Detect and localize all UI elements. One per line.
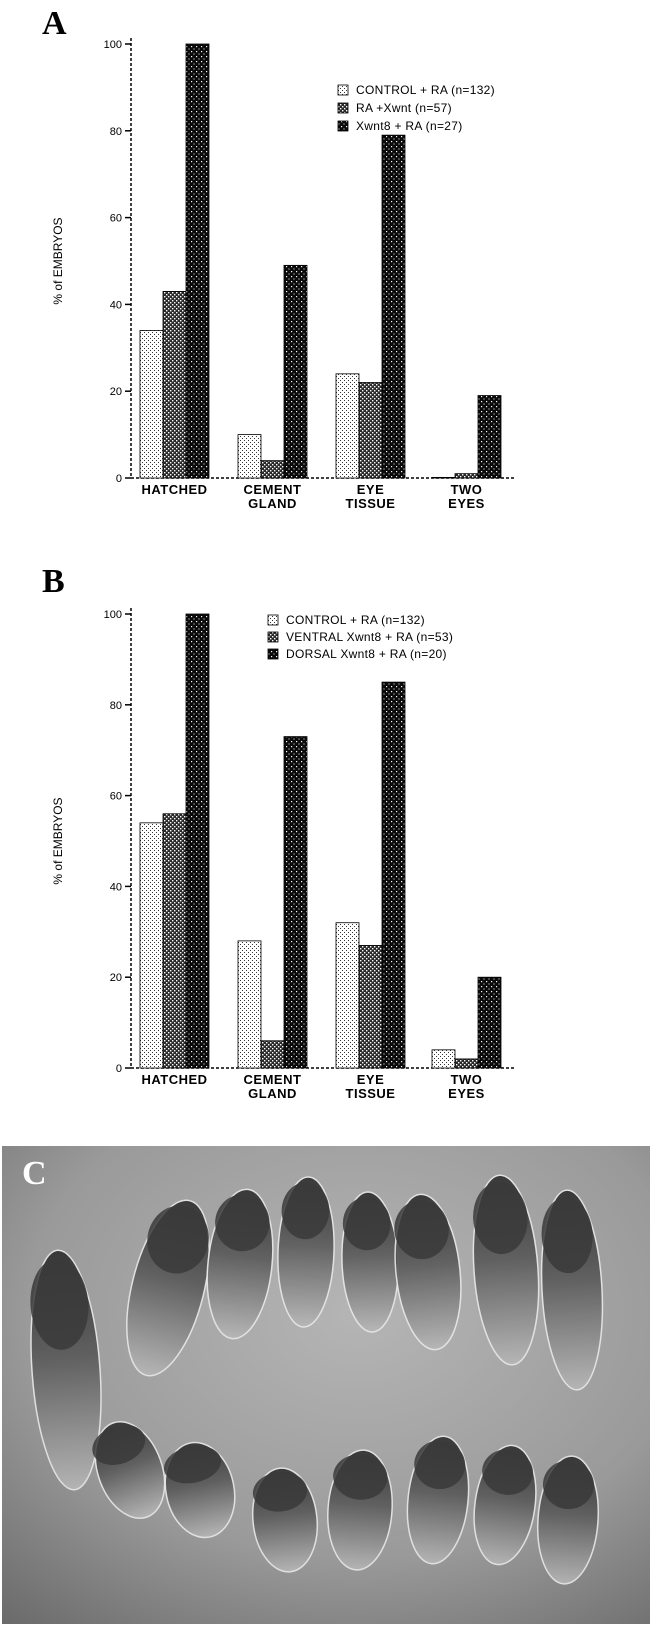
y-tick-label: 100 — [103, 39, 122, 51]
bar — [336, 374, 359, 478]
y-tick-label: 20 — [109, 386, 122, 399]
y-tick-label: 60 — [109, 790, 122, 803]
bar — [261, 461, 284, 478]
x-tick-label: CEMENT — [243, 482, 302, 497]
bar — [455, 474, 478, 478]
legend-entry: CONTROL + RA (n=132) — [356, 83, 495, 97]
bar — [284, 737, 307, 1068]
x-tick-label: HATCHED — [141, 482, 208, 497]
bar — [432, 1050, 455, 1068]
bar — [140, 823, 163, 1068]
legend-entry: VENTRAL Xwnt8 + RA (n=53) — [286, 630, 454, 644]
legend-swatch — [338, 85, 348, 95]
bar — [163, 814, 186, 1068]
bar — [359, 383, 382, 478]
y-tick-label: 80 — [109, 125, 122, 138]
bar — [478, 977, 501, 1068]
legend-swatch — [268, 632, 278, 642]
panel-letter: C — [22, 1155, 47, 1192]
y-axis-label: % of EMBRYOS — [51, 797, 65, 885]
chart-panel-b — [42, 563, 515, 1101]
chart-panel-a — [42, 5, 515, 511]
bar — [478, 396, 501, 478]
legend-swatch — [338, 103, 348, 113]
bar — [382, 135, 405, 478]
legend-swatch — [268, 649, 278, 659]
bar — [455, 1059, 478, 1068]
legend-entry: RA +Xwnt (n=57) — [356, 101, 452, 115]
x-tick-label: GLAND — [248, 1086, 297, 1101]
y-tick-label: 40 — [109, 299, 122, 312]
panel-letter: B — [42, 563, 65, 600]
y-tick-label: 100 — [103, 609, 122, 621]
legend-swatch — [338, 121, 348, 131]
bar — [186, 44, 209, 478]
y-tick-label: 40 — [109, 881, 122, 894]
bar — [382, 682, 405, 1068]
bar — [163, 291, 186, 478]
x-tick-label: HATCHED — [141, 1072, 208, 1087]
y-tick-label: 0 — [115, 473, 122, 485]
legend-swatch — [268, 615, 278, 625]
x-tick-label: GLAND — [248, 496, 297, 511]
y-tick-label: 60 — [109, 212, 122, 225]
bar — [140, 330, 163, 478]
x-tick-label: TISSUE — [345, 1086, 396, 1101]
y-tick-label: 0 — [115, 1063, 122, 1075]
x-tick-label: EYES — [448, 1086, 485, 1101]
bar — [238, 435, 261, 478]
x-tick-label: CEMENT — [243, 1072, 302, 1087]
bar — [186, 614, 209, 1068]
x-tick-label: TWO — [450, 482, 483, 497]
x-tick-label: EYE — [356, 482, 385, 497]
x-tick-label: TWO — [450, 1072, 483, 1087]
y-axis-label: % of EMBRYOS — [51, 217, 65, 305]
x-tick-label: TISSUE — [345, 496, 396, 511]
x-tick-label: EYE — [356, 1072, 385, 1087]
bar — [336, 923, 359, 1068]
y-tick-label: 80 — [109, 699, 122, 712]
legend-entry: CONTROL + RA (n=132) — [286, 613, 425, 627]
legend-entry: Xwnt8 + RA (n=27) — [356, 119, 463, 133]
x-tick-label: EYES — [448, 496, 485, 511]
bar — [284, 265, 307, 478]
bar — [261, 1041, 284, 1068]
panel-letter: A — [42, 5, 67, 42]
photo-panel-c — [2, 1146, 650, 1624]
legend-entry: DORSAL Xwnt8 + RA (n=20) — [286, 647, 447, 661]
y-tick-label: 20 — [109, 972, 122, 985]
bar — [432, 477, 455, 478]
bar — [238, 941, 261, 1068]
bar — [359, 945, 382, 1068]
